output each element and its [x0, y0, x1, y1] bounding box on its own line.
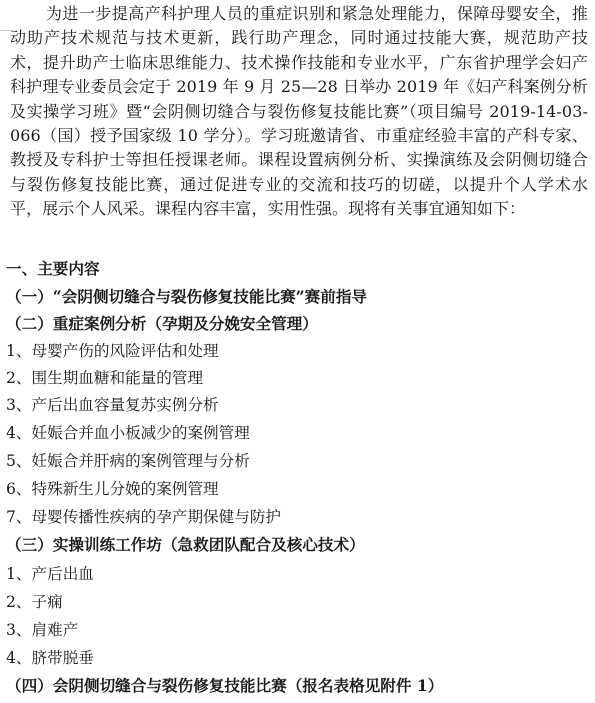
list-item: 6、特殊新生儿分娩的案例管理: [6, 480, 219, 498]
list-item: 7、母婴传播性疾病的孕产期保健与防护: [6, 508, 282, 526]
subsection-1-heading: （一）“会阴侧切缝合与裂伤修复技能比赛”赛前指导: [6, 287, 368, 306]
list-item: 1、产后出血: [6, 565, 94, 583]
intro-paragraph: 为进一步提高产科护理人员的重症识别和紧急处理能力，保障母婴安全，推动助产技术规范与技术更新，践行助产理念，同时通过技能大赛，规范助产技术，提升助产士临床思维能力、技术操作技能和专业水平，广东省护理学会妇产科护理专业委员会定于 2019 年 9 月 25—28 日举办 2019 年《妇产科案例分析及实操学习班》暨“会阴侧切缝合与裂伤修复技能比赛”（项目编号 2019-14-03-066（国）授予国家级 10 学分）。学习班邀请省、市重症经验丰富的产科专家、教授及专科护士等担任授课老师。课程设置病例分析、实操演练及会阴侧切缝合与裂伤修复技能比赛，通过促进专业的交流和技巧的切磋，以提升个人学术水平，展示个人风采。课程内容丰富，实用性强。现将有关事宜通知如下：: [10, 4, 588, 219]
list-item: 3、肩难产: [6, 621, 79, 639]
list-item: 4、妊娠合并血小板减少的案例管理: [6, 424, 250, 442]
list-item: 4、脐带脱垂: [6, 649, 94, 667]
section-heading: 一、主要内容: [6, 259, 100, 278]
subsection-4-heading: （四）会阴侧切缝合与裂伤修复技能比赛（报名表格见附件 1）: [6, 676, 444, 695]
list-item: 5、妊娠合并肝病的案例管理与分析: [6, 452, 250, 470]
subsection-2-heading: （二）重症案例分析（孕期及分娩安全管理）: [6, 314, 318, 333]
list-item: 3、产后出血容量复苏实例分析: [6, 396, 219, 414]
list-item: 2、子痫: [6, 593, 63, 611]
subsection-3-heading: （三）实操训练工作坊（急救团队配合及核心技术）: [6, 535, 365, 554]
list-item: 2、围生期血糖和能量的管理: [6, 369, 204, 387]
list-item: 1、母婴产伤的风险评估和处理: [6, 342, 219, 360]
